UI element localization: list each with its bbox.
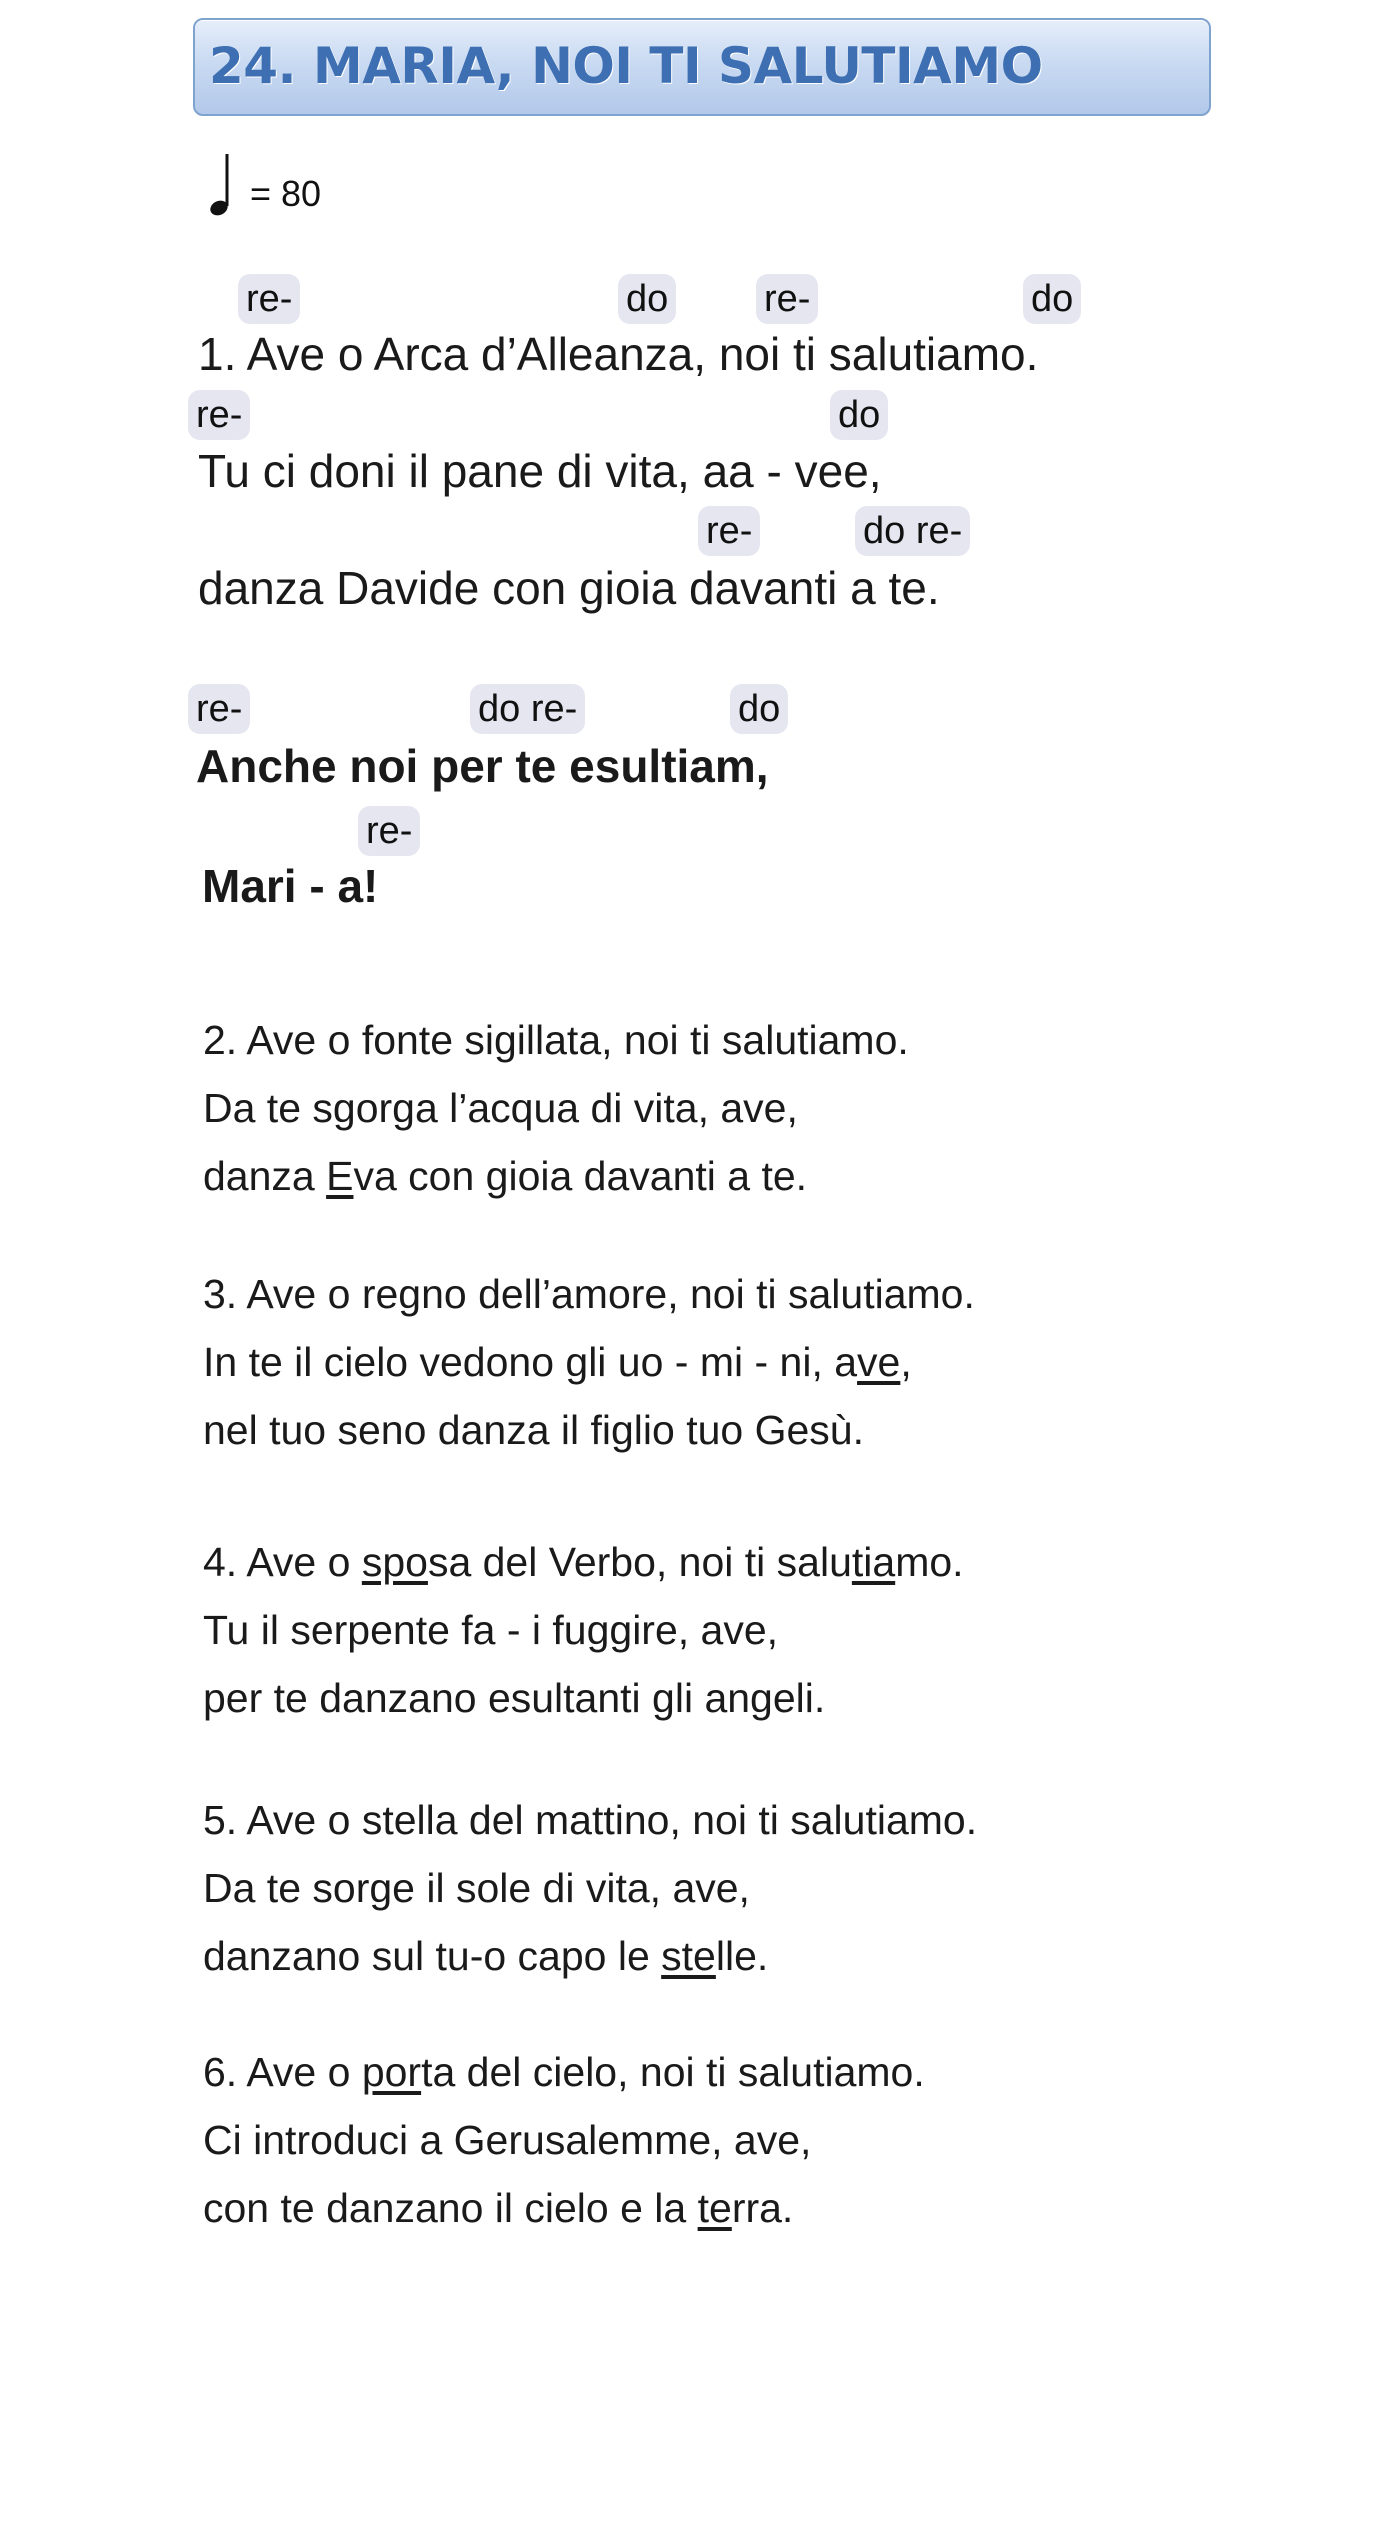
- chord: re-: [698, 506, 760, 556]
- verse6-line1: 6. Ave o porta del cielo, noi ti salutiamo.: [203, 2049, 925, 2095]
- chord: do: [730, 684, 788, 734]
- verse1-line3: danza Davide con gioia davanti a te.: [198, 562, 940, 614]
- chord: re-: [756, 274, 818, 324]
- chord: do re-: [855, 506, 970, 556]
- song-title: 24. MARIA, NOI TI SALUTIAMO: [209, 37, 1043, 95]
- verse5-line2: Da te sorge il sole di vita, ave,: [203, 1865, 750, 1911]
- chord: do: [1023, 274, 1081, 324]
- verse4-line2: Tu il serpente fa - i fuggire, ave,: [203, 1607, 779, 1653]
- tempo-value: = 80: [250, 173, 322, 214]
- refrain-line2: Mari - a!: [202, 860, 379, 912]
- chord: do: [830, 390, 888, 440]
- quarter-note-icon: [208, 150, 232, 220]
- chord: do: [618, 274, 676, 324]
- verse5-line1: 5. Ave o stella del mattino, noi ti salutiamo.: [203, 1797, 978, 1843]
- refrain-line1: Anche noi per te esultiam,: [196, 740, 769, 792]
- verse3-line2: In te il cielo vedono gli uo - mi - ni, ave,: [203, 1339, 912, 1385]
- verse6-line3: con te danzano il cielo e la terra.: [203, 2185, 794, 2231]
- verse6-line2: Ci introduci a Gerusalemme, ave,: [203, 2117, 812, 2163]
- verse4-line3: per te danzano esultanti gli angeli.: [203, 1675, 826, 1721]
- verse4-line1: 4. Ave o sposa del Verbo, noi ti salutiamo.: [203, 1539, 964, 1585]
- chord: do re-: [470, 684, 585, 734]
- chord: re-: [188, 390, 250, 440]
- verse5-line3: danzano sul tu-o capo le stelle.: [203, 1933, 769, 1979]
- chord: re-: [188, 684, 250, 734]
- verse2-line1: 2. Ave o fonte sigillata, noi ti salutiamo.: [203, 1017, 909, 1063]
- verse1-line1: 1. Ave o Arca d’Alleanza, noi ti salutiamo.: [198, 328, 1039, 380]
- verse1-line2: Tu ci doni il pane di vita, aa - vee,: [198, 445, 882, 497]
- verse2-line3: danza Eva con gioia davanti a te.: [203, 1153, 808, 1199]
- verse3-line3: nel tuo seno danza il figlio tuo Gesù.: [203, 1407, 864, 1453]
- verse3-line1: 3. Ave o regno dell’amore, noi ti salutiamo.: [203, 1271, 975, 1317]
- chord: re-: [238, 274, 300, 324]
- title-banner: [193, 18, 1211, 116]
- chord: re-: [358, 806, 420, 856]
- verse2-line2: Da te sgorga l’acqua di vita, ave,: [203, 1085, 798, 1131]
